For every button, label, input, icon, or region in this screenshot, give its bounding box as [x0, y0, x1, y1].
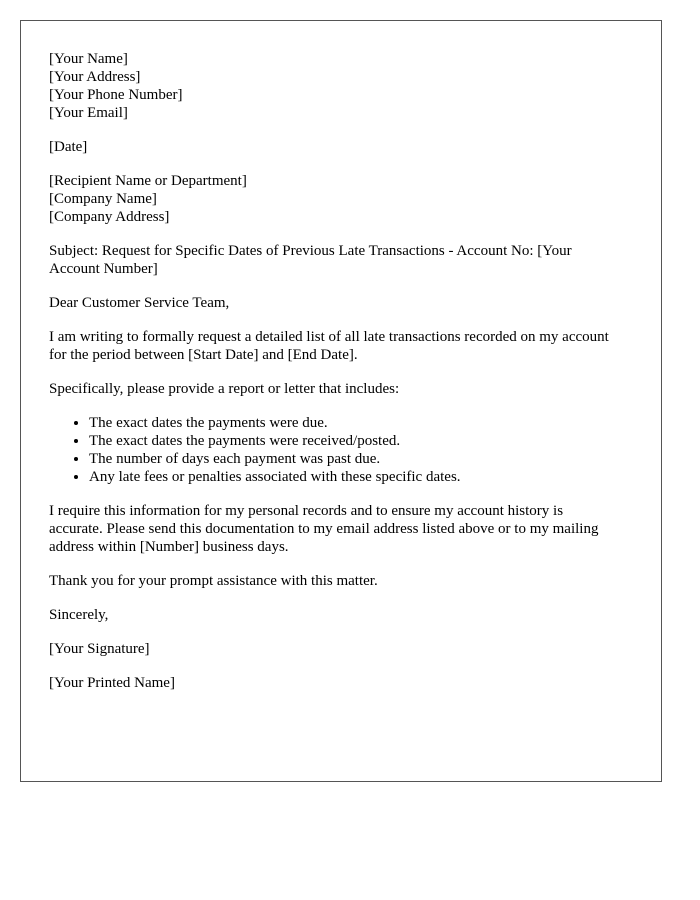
body-thanks: Thank you for your prompt assistance with this matter.	[49, 573, 378, 589]
recipient-company: [Company Name]	[49, 191, 157, 207]
list-item: • The exact dates the payments were due.	[89, 414, 619, 432]
sender-email: [Your Email]	[49, 105, 128, 121]
recipient-address: [Company Address]	[49, 209, 170, 225]
body-purpose: I require this information for my personal records and to ensure my account history is accurate. Please send this documentation to my email address listed above or to my mailing address within [Number] business days.	[49, 503, 599, 555]
body-list-intro: Specifically, please provide a report or letter that includes:	[49, 381, 400, 397]
sender-address: [Your Address]	[49, 69, 141, 85]
letter-date: [Date]	[49, 139, 88, 155]
recipient-block	[49, 172, 619, 226]
sender-phone: [Your Phone Number]	[49, 87, 183, 103]
salutation: Dear Customer Service Team,	[49, 295, 230, 311]
letter-content	[49, 50, 619, 708]
recipient-name: [Recipient Name or Department]	[49, 173, 247, 189]
request-list	[49, 414, 619, 486]
letter-subject: Subject: Request for Specific Dates of Previous Late Transactions - Account No: [Your Account Number]	[49, 243, 572, 277]
body-intro: I am writing to formally request a detailed list of all late transactions recorded on my account for the period between [Start Date] and [End Date].	[49, 329, 609, 363]
signature-placeholder: [Your Signature]	[49, 641, 150, 657]
printed-name: [Your Printed Name]	[49, 675, 175, 691]
list-item: • Any late fees or penalties associated with these specific dates.	[89, 468, 619, 486]
list-item: • The number of days each payment was past due.	[89, 450, 619, 468]
valediction: Sincerely,	[49, 607, 109, 623]
letter-page	[20, 20, 662, 782]
sender-block	[49, 50, 619, 122]
sender-name: [Your Name]	[49, 51, 128, 67]
list-item: • The exact dates the payments were received/posted.	[89, 432, 619, 450]
